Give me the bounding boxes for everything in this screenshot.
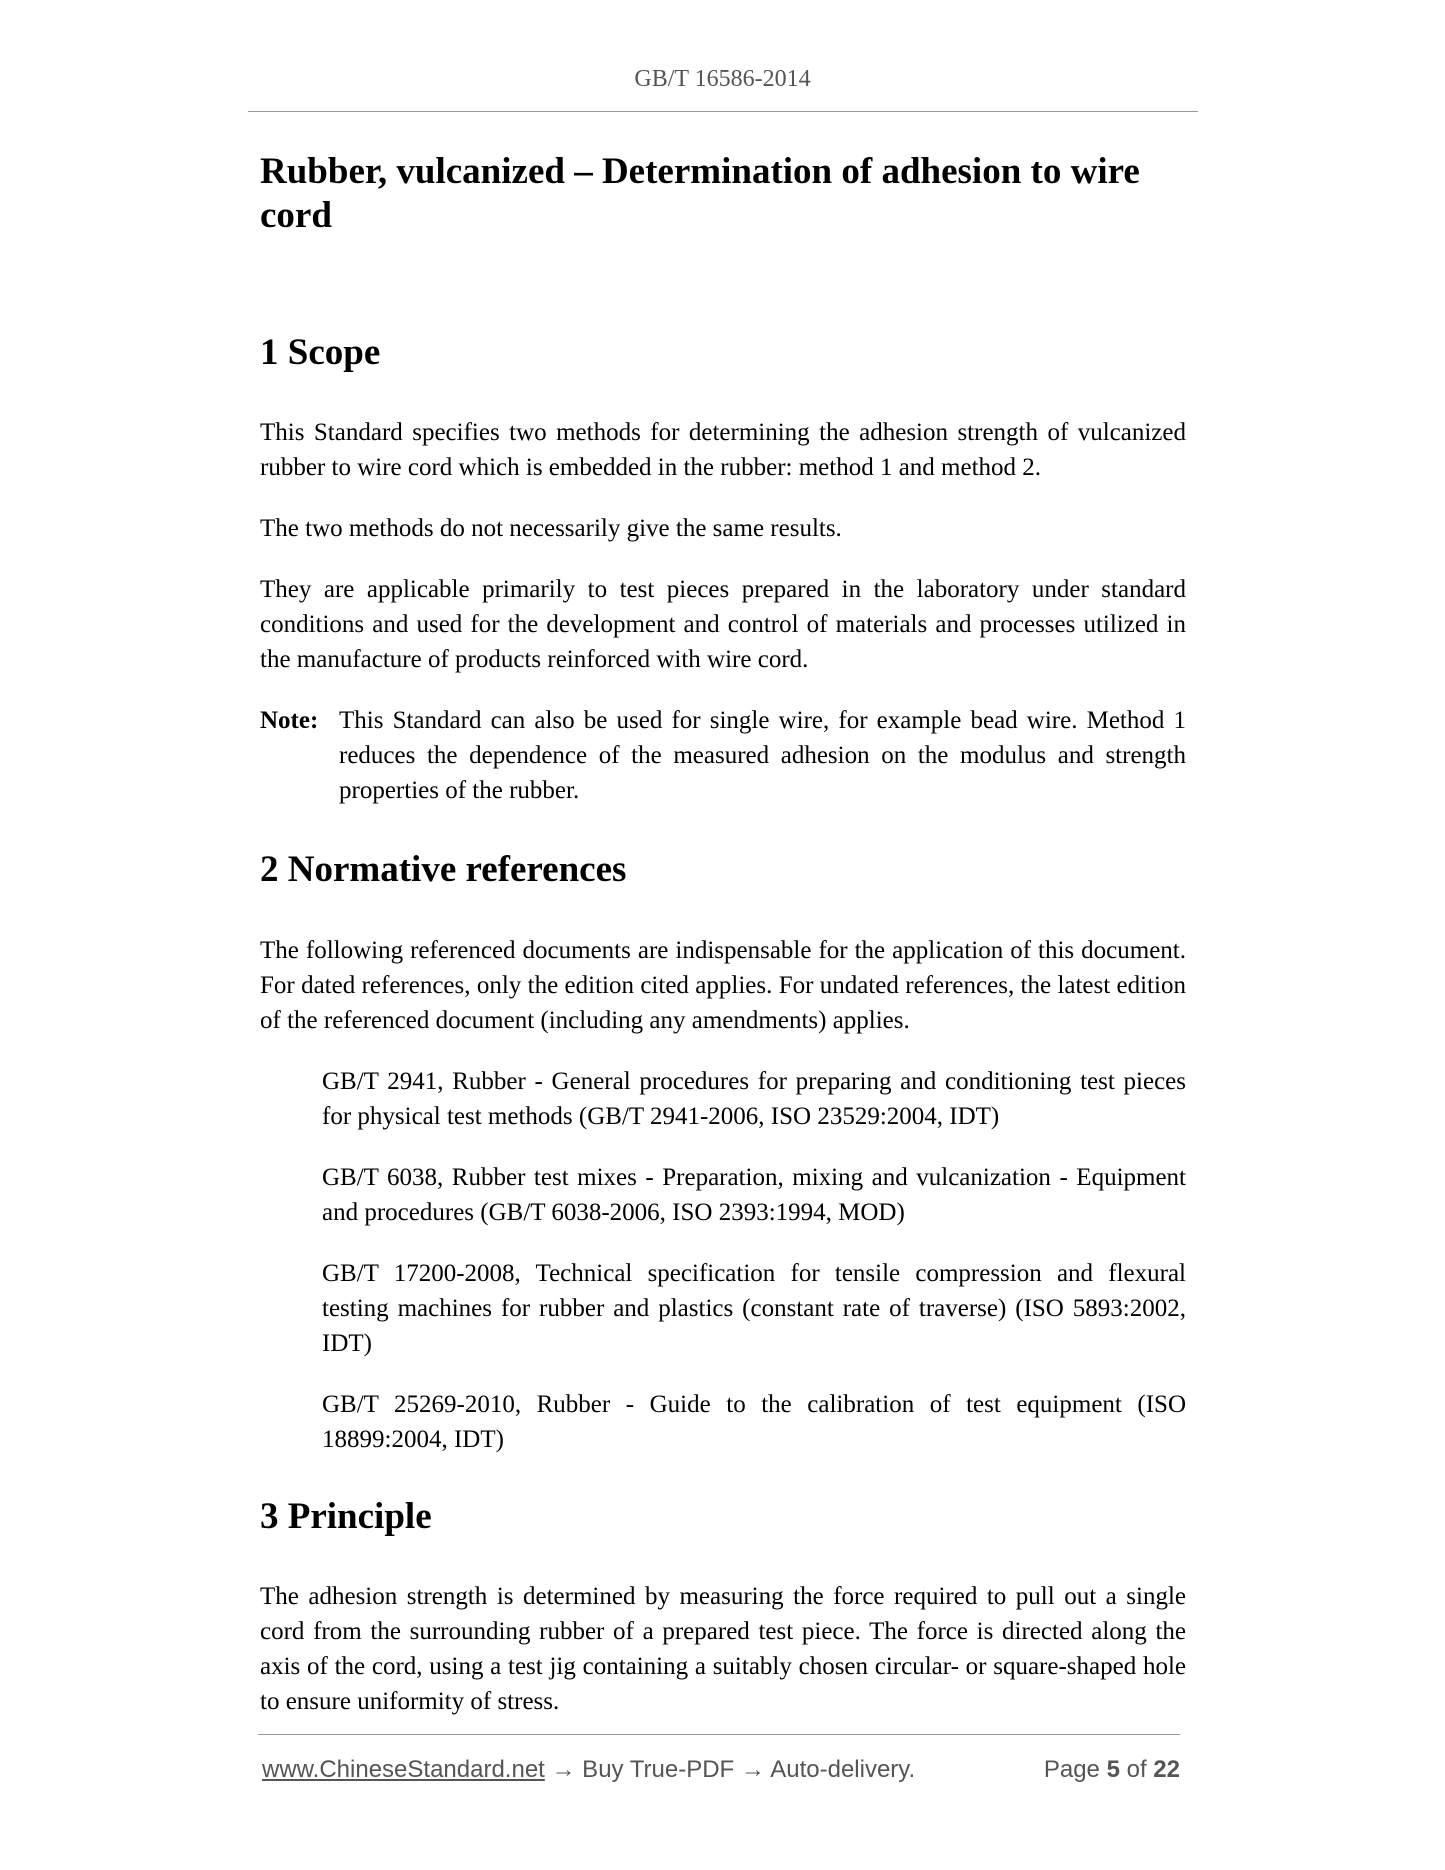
running-header: GB/T 16586-2014 — [634, 66, 811, 92]
section-heading-scope: 1 Scope — [260, 331, 381, 373]
scope-paragraph-3: They are applicable primarily to test pieces prepared in the laboratory under standard conditions and used for the development and control of materials and processes utilized in the manufacture of products reinforced with wire cord. — [260, 576, 1186, 674]
reference-item: GB/T 2941, Rubber - General procedures for preparing and conditioning test pieces for physical test methods (GB/T 2941-2006, ISO 23529:2004, IDT) — [322, 1067, 1186, 1130]
scope-note — [260, 703, 1186, 808]
section-heading-normative-references: 2 Normative references — [260, 849, 627, 891]
page-of-label: of — [1126, 1756, 1147, 1783]
page-content — [260, 150, 1186, 1719]
reference-list — [260, 1064, 1186, 1457]
page-total: 22 — [1153, 1756, 1180, 1783]
note-text: This Standard can also be used for single wire, for example bead wire. Method 1 reduces the dependence of the measured adhesion on the modulus and strength properties of the rubber. — [339, 707, 1186, 805]
page-indicator — [1044, 1756, 1180, 1784]
normative-intro: The following referenced documents are indispensable for the application of this document. For dated references, only the edition cited applies. For undated references, the latest edition of the referenced document (including any amendments) applies. — [260, 936, 1186, 1034]
section-heading-principle: 3 Principle — [260, 1495, 432, 1537]
footer-divider — [258, 1734, 1180, 1735]
scope-paragraph-2: The two methods do not necessarily give the same results. — [260, 515, 842, 543]
reference-item: GB/T 17200-2008, Technical specification for tensile compression and flexural testing machines for rubber and plastics (constant rate of traverse) (ISO 5893:2002, IDT) — [322, 1259, 1186, 1357]
header-divider — [248, 111, 1198, 112]
note-label: Note: — [260, 707, 319, 735]
footer-promo — [262, 1756, 915, 1784]
page-label: Page — [1043, 1756, 1100, 1783]
reference-item: GB/T 6038, Rubber test mixes - Preparation, mixing and vulcanization - Equipment and procedures (GB/T 6038-2006, ISO 2393:1994, MOD) — [322, 1163, 1186, 1226]
document-title: Rubber, vulcanized – Determination of adhesion to wire cord — [260, 151, 1140, 237]
page-current: 5 — [1106, 1756, 1120, 1783]
page-footer — [262, 1756, 1180, 1784]
website-link[interactable]: www.ChineseStandard.net — [262, 1756, 545, 1783]
scope-paragraph-1: This Standard specifies two methods for determining the adhesion strength of vulcanized rubber to wire cord which is embedded in the rubber: method 1 and method 2. — [260, 419, 1186, 482]
reference-item: GB/T 25269-2010, Rubber - Guide to the calibration of test equipment (ISO 18899:2004, IDT) — [322, 1390, 1186, 1453]
principle-paragraph-1: The adhesion strength is determined by measuring the force required to pull out a single cord from the surrounding rubber of a prepared test piece. The force is directed along the axis of the cord, using a test jig containing a suitably chosen circular- or square-shaped hole to ensure uniformity of stress. — [260, 1582, 1186, 1715]
footer-tagline: → Buy True-PDF → Auto-delivery. — [544, 1756, 916, 1783]
